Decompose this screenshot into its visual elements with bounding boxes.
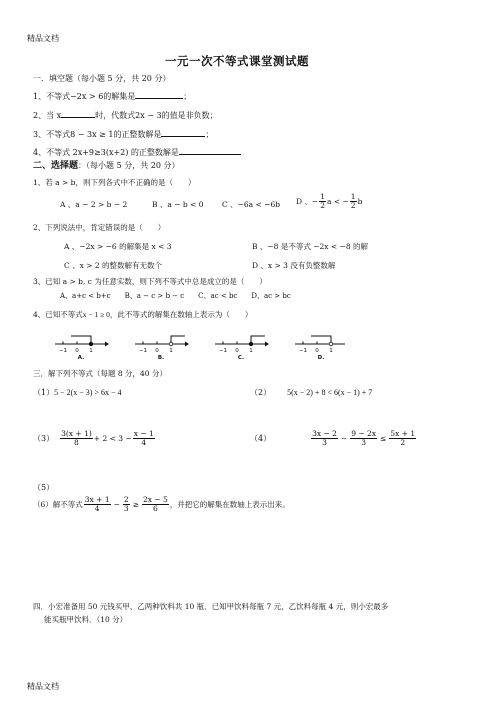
option-label: A.	[77, 355, 85, 361]
s2-q1-option-c[interactable]: C 、−6a < −6b	[222, 200, 281, 209]
s2-q3-options[interactable]: A、a+c < b+c B、a − c > b − c C、ac < bc D、ac > bc	[60, 292, 291, 300]
option-label: B.	[157, 355, 165, 361]
tick-label: −1	[138, 348, 148, 354]
s2-q2-option-c[interactable]: C 、x > 2 的整数解有无数个	[64, 261, 163, 270]
problem-2: （2） 5(x − 2) + 8 < 6(x − 1) + 7	[250, 388, 373, 397]
s2-question-4: 4、已知不等式x − 1 ≥ 0，此不等式的解集在数轴上表示为（ ）	[33, 310, 253, 319]
s2-question-2: 2、下列说法中，肯定错误的是（ ）	[33, 223, 166, 232]
number-line-a[interactable]	[55, 336, 109, 361]
tick-label: 0	[315, 348, 319, 354]
tick-label: 0	[75, 348, 79, 354]
tick-label: 1	[169, 348, 173, 354]
tick-label: −1	[218, 348, 228, 354]
s1-question-1: 1、不等式−2x > 6的解集是 ；	[33, 92, 192, 101]
problem-3: （3） $\frac{3(x + 1)}{8}$ + 2 < 3 − $\frac{x - 1}{4}$	[33, 429, 154, 447]
s2-q2-option-b[interactable]: B 、−8 是不等式 −2x < −8 的解	[252, 242, 368, 251]
s2-q1-option-d[interactable]: D 、− $\frac{1}{2}$ a < − $\frac{1}{2}$ b	[296, 192, 363, 210]
problem-5: （5）	[33, 483, 55, 492]
number-line-c[interactable]	[215, 336, 269, 361]
s1-question-4: 4、不等式 2x+9≥3(x+2) 的正整数解是	[33, 147, 241, 158]
section4-line-2: 能买瓶甲饮料．（10 分）	[44, 615, 128, 624]
tick-label: 0	[235, 348, 239, 354]
s2-q1-option-a[interactable]: A 、a − 2 > b − 2	[60, 200, 128, 209]
number-line-b[interactable]	[135, 336, 189, 361]
page-footer: 精品文档	[27, 682, 59, 691]
answer-blank[interactable]	[179, 147, 241, 155]
s1-question-2: 2、当 x 时，代数式2x − 3的值是非负数；	[33, 111, 218, 120]
section2-heading: 二、选择题：（每小题 5 分，共 20 分）	[33, 161, 180, 171]
problem-4: （4） $\frac{3x - 2}{3}$ − $\frac{9 - 2x}{3}$ ≤ $\frac{5x + 1}{2}$	[250, 429, 416, 447]
section3-heading: 三．解下列不等式（每题 8 分，40 分）	[33, 369, 167, 378]
s2-question-1: 1、若 a > b，则下列各式中不正确的是（ ）	[33, 178, 196, 187]
s2-q2-option-a[interactable]: A 、−2x > −6 的解集是 x < 3	[64, 242, 172, 251]
problem-6: （6）解不等式 $\frac{3x + 1}{4}$ − $\frac{2}{3}$ ≥ $\frac{2x - 5}{6}$ ，并把它的解集在数轴上表示出来。	[33, 495, 290, 513]
tick-label: 1	[329, 348, 333, 354]
section4-line-1: 四．小宏准备用 50 元钱买甲、乙两种饮料共 10 瓶．已知甲饮料每瓶 7 元，乙饮料每瓶 4 元，则小宏最多	[33, 602, 389, 611]
problem-1: （1）5 − 2(x − 3) > 6x − 4	[33, 388, 122, 397]
answer-blank[interactable]	[61, 110, 95, 118]
answer-blank[interactable]	[161, 129, 205, 137]
s2-question-3: 3、已知 a > b, c 为任意实数，则下列不等式中总是成立的是（ ）	[33, 277, 267, 286]
option-label: C.	[237, 355, 245, 361]
tick-label: 1	[249, 348, 253, 354]
s1-question-3: 3、不等式8 − 3x ≥ 1的正整数解是 ；	[33, 130, 214, 139]
section1-heading: 一．填空题（每小题 5 分，共 20 分）	[33, 74, 171, 83]
option-label: D.	[317, 355, 325, 361]
number-line-options	[55, 330, 345, 362]
tick-label: −1	[298, 348, 308, 354]
page-header: 精品文档	[27, 34, 59, 43]
tick-label: 1	[89, 348, 93, 354]
page-title: 一元一次不等式课堂测试题	[165, 54, 309, 68]
s2-q1-option-b[interactable]: B 、a − b < 0	[152, 200, 204, 209]
tick-label: 0	[155, 348, 159, 354]
answer-blank[interactable]	[135, 91, 183, 99]
number-line-d[interactable]	[295, 336, 345, 361]
tick-label: −1	[58, 348, 68, 354]
s2-q2-option-d[interactable]: D 、x > 3 没有负整数解	[252, 261, 336, 270]
